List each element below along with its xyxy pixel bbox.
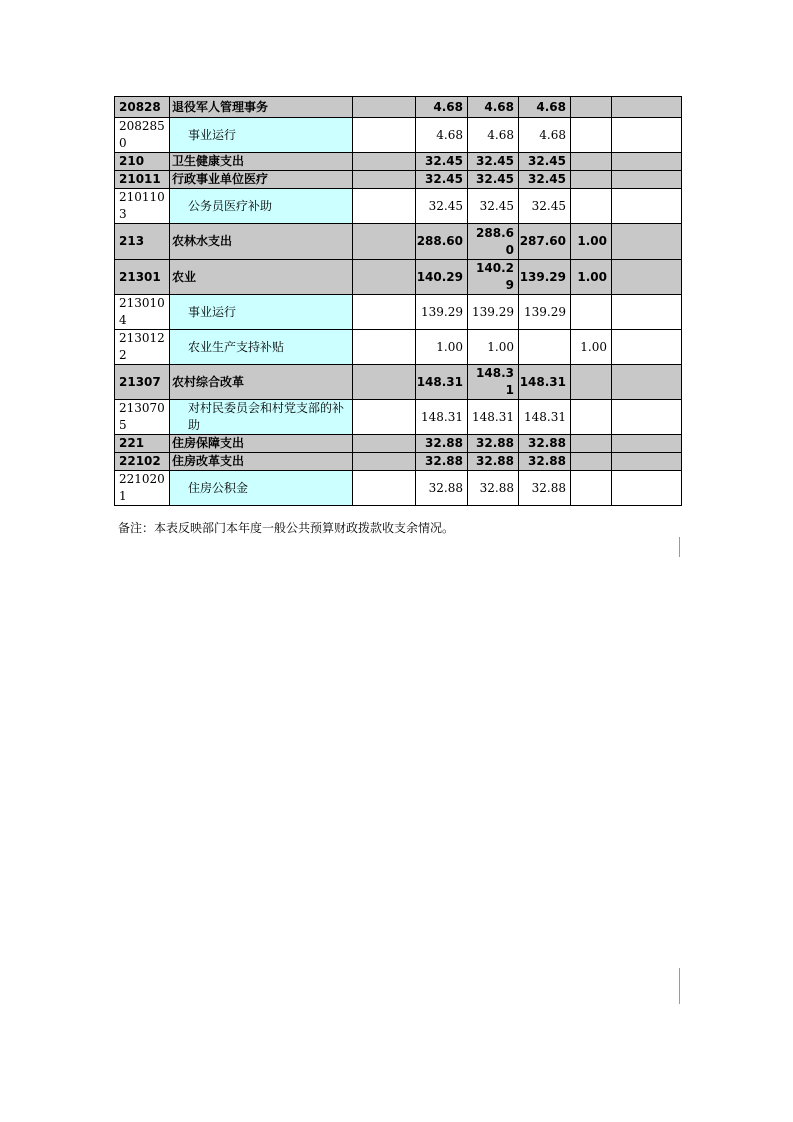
detail-row: [115, 330, 682, 365]
row-name: 行政事业单位医疗: [170, 171, 353, 189]
col3-value: 140.29: [468, 260, 519, 295]
summary-row: [115, 171, 682, 189]
table-note: 备注：本表反映部门本年度一般公共预算财政拨款收支余情况。: [118, 521, 455, 535]
col1-cell: [353, 153, 416, 171]
col1-cell: [353, 365, 416, 400]
row-code: 2082850: [115, 118, 170, 153]
col6-cell: [612, 471, 682, 506]
col2-value: 32.45: [416, 171, 468, 189]
col4-value: 287.60: [519, 224, 571, 260]
col4-value: 139.29: [519, 260, 571, 295]
col3-value: 139.29: [468, 295, 519, 330]
col4-value: 139.29: [519, 295, 571, 330]
col1-cell: [353, 224, 416, 260]
col3-value: 32.88: [468, 471, 519, 506]
col4-value: 4.68: [519, 97, 571, 118]
col3-value: 148.31: [468, 365, 519, 400]
row-name: 住房保障支出: [170, 435, 353, 453]
summary-row: [115, 260, 682, 295]
detail-row: [115, 295, 682, 330]
col3-value: 32.88: [468, 435, 519, 453]
row-code: 20828: [115, 97, 170, 118]
detail-row: [115, 400, 682, 435]
col1-cell: [353, 171, 416, 189]
col4-value: [519, 330, 571, 365]
col6-cell: [612, 400, 682, 435]
col1-cell: [353, 260, 416, 295]
budget-table: [114, 96, 682, 506]
margin-mark: [679, 537, 680, 557]
row-name: 公务员医疗补助: [170, 189, 353, 224]
col4-value: 148.31: [519, 400, 571, 435]
col1-cell: [353, 97, 416, 118]
col4-value: 4.68: [519, 118, 571, 153]
col2-value: 288.60: [416, 224, 468, 260]
row-name: 农业生产支持补贴: [170, 330, 353, 365]
col3-value: 288.60: [468, 224, 519, 260]
col6-cell: [612, 435, 682, 453]
col5-value: 1.00: [571, 260, 612, 295]
col5-value: [571, 171, 612, 189]
row-code: 2130122: [115, 330, 170, 365]
col2-value: 148.31: [416, 365, 468, 400]
col3-value: 32.88: [468, 453, 519, 471]
col3-value: 4.68: [468, 97, 519, 118]
col1-cell: [353, 189, 416, 224]
row-name: 农村综合改革: [170, 365, 353, 400]
col2-value: 4.68: [416, 118, 468, 153]
col1-cell: [353, 435, 416, 453]
row-code: 2101103: [115, 189, 170, 224]
col6-cell: [612, 295, 682, 330]
col4-value: 148.31: [519, 365, 571, 400]
col5-value: [571, 471, 612, 506]
col1-cell: [353, 471, 416, 506]
col4-value: 32.88: [519, 435, 571, 453]
col3-value: 1.00: [468, 330, 519, 365]
col4-value: 32.45: [519, 189, 571, 224]
col5-value: [571, 153, 612, 171]
col3-value: 32.45: [468, 153, 519, 171]
col6-cell: [612, 171, 682, 189]
margin-mark: [679, 968, 680, 1004]
row-name: 对村民委员会和村党支部的补助: [170, 400, 353, 435]
col3-value: 148.31: [468, 400, 519, 435]
col5-value: [571, 295, 612, 330]
col6-cell: [612, 153, 682, 171]
summary-row: [115, 435, 682, 453]
col2-value: 32.45: [416, 153, 468, 171]
summary-row: [115, 453, 682, 471]
col2-value: 32.45: [416, 189, 468, 224]
detail-row: [115, 189, 682, 224]
row-code: 213: [115, 224, 170, 260]
summary-row: [115, 97, 682, 118]
col4-value: 32.45: [519, 171, 571, 189]
col5-value: [571, 400, 612, 435]
row-name: 退役军人管理事务: [170, 97, 353, 118]
col2-value: 1.00: [416, 330, 468, 365]
col2-value: 4.68: [416, 97, 468, 118]
summary-row: [115, 153, 682, 171]
row-code: 2130705: [115, 400, 170, 435]
col5-value: [571, 365, 612, 400]
col1-cell: [353, 453, 416, 471]
summary-row: [115, 365, 682, 400]
col3-value: 32.45: [468, 171, 519, 189]
detail-row: [115, 118, 682, 153]
row-name: 住房改革支出: [170, 453, 353, 471]
col6-cell: [612, 453, 682, 471]
row-code: 21307: [115, 365, 170, 400]
col6-cell: [612, 224, 682, 260]
row-code: 2130104: [115, 295, 170, 330]
col5-value: [571, 435, 612, 453]
row-code: 21011: [115, 171, 170, 189]
row-name: 住房公积金: [170, 471, 353, 506]
row-name: 农林水支出: [170, 224, 353, 260]
col2-value: 32.88: [416, 453, 468, 471]
row-code: 221: [115, 435, 170, 453]
col2-value: 148.31: [416, 400, 468, 435]
col2-value: 139.29: [416, 295, 468, 330]
row-name: 卫生健康支出: [170, 153, 353, 171]
col6-cell: [612, 260, 682, 295]
summary-row: [115, 224, 682, 260]
row-name: 农业: [170, 260, 353, 295]
row-code: 21301: [115, 260, 170, 295]
row-name: 事业运行: [170, 118, 353, 153]
row-name: 事业运行: [170, 295, 353, 330]
row-code: 2210201: [115, 471, 170, 506]
row-code: 210: [115, 153, 170, 171]
col4-value: 32.88: [519, 471, 571, 506]
col2-value: 32.88: [416, 435, 468, 453]
col1-cell: [353, 400, 416, 435]
col5-value: [571, 118, 612, 153]
col6-cell: [612, 118, 682, 153]
col5-value: 1.00: [571, 224, 612, 260]
col1-cell: [353, 295, 416, 330]
detail-row: [115, 471, 682, 506]
col5-value: [571, 97, 612, 118]
col1-cell: [353, 330, 416, 365]
col3-value: 32.45: [468, 189, 519, 224]
col4-value: 32.45: [519, 153, 571, 171]
col6-cell: [612, 97, 682, 118]
col2-value: 32.88: [416, 471, 468, 506]
col1-cell: [353, 118, 416, 153]
col2-value: 140.29: [416, 260, 468, 295]
col6-cell: [612, 330, 682, 365]
col6-cell: [612, 365, 682, 400]
col5-value: 1.00: [571, 330, 612, 365]
col3-value: 4.68: [468, 118, 519, 153]
col6-cell: [612, 189, 682, 224]
col4-value: 32.88: [519, 453, 571, 471]
col5-value: [571, 189, 612, 224]
col5-value: [571, 453, 612, 471]
row-code: 22102: [115, 453, 170, 471]
